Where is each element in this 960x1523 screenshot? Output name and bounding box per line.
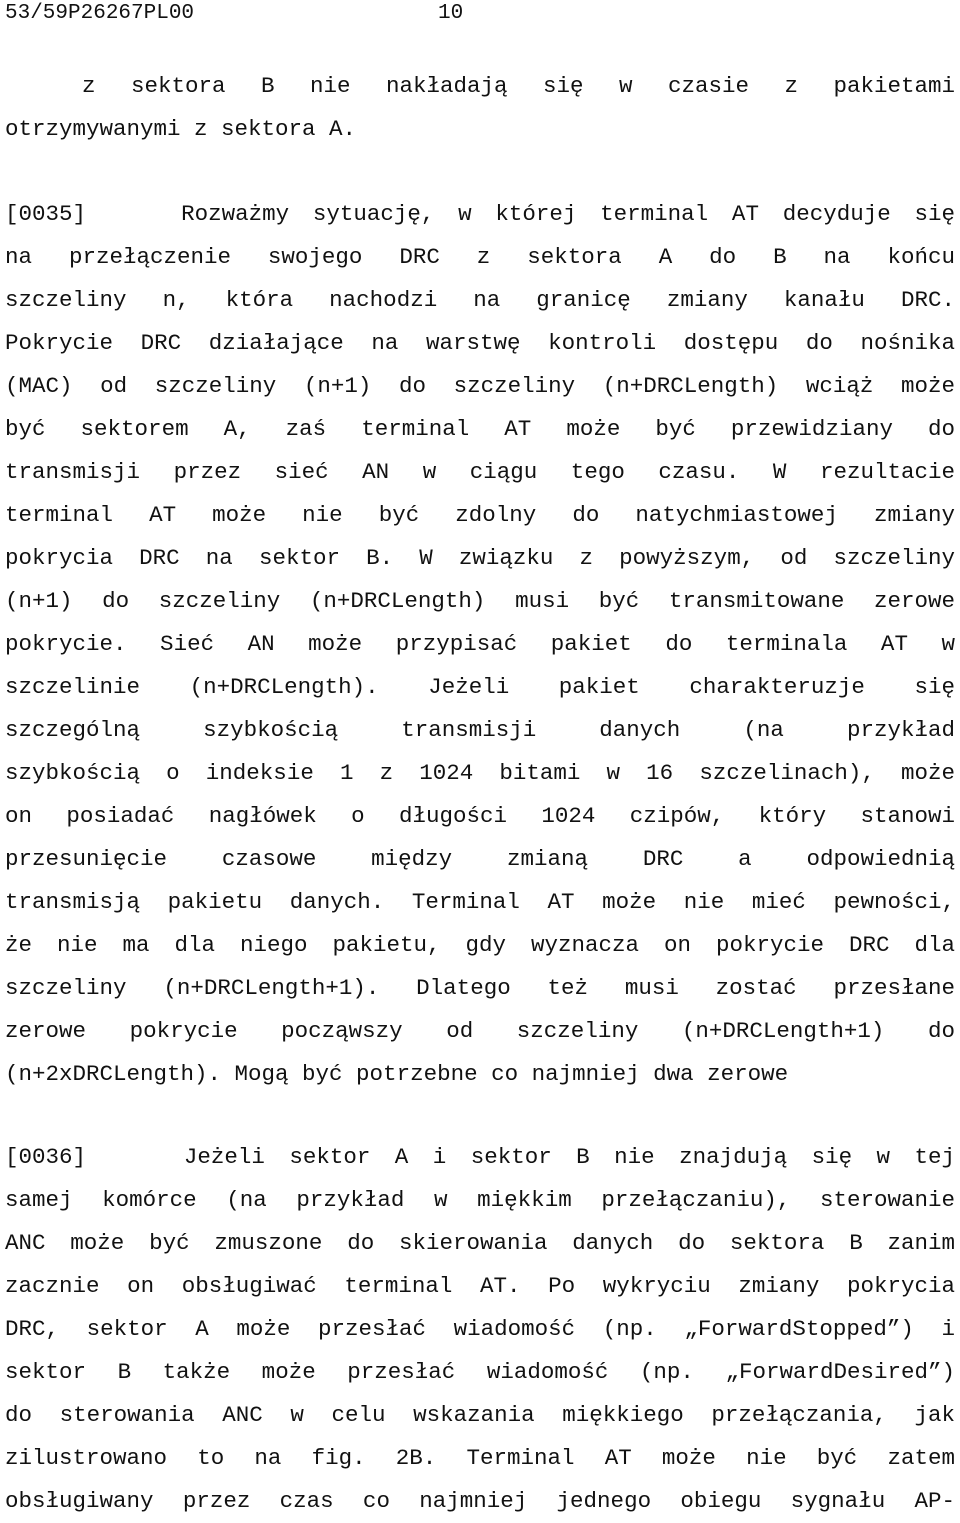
intro-text bbox=[5, 65, 955, 151]
text-line: (MAC) od szczeliny (n+1) do szczeliny (n+DRCLength) wciąż może bbox=[5, 373, 955, 399]
text-line: samej komórce (na przykład w miękkim przełączaniu), sterowanie bbox=[5, 1187, 955, 1213]
page-number: 10 bbox=[438, 2, 464, 25]
text-line: pokrycia DRC na sektor B. W związku z powyższym, od szczeliny bbox=[5, 545, 955, 571]
paragraph-0036 bbox=[5, 1136, 955, 1523]
paragraph-first-line-text: Jeżeli sektor A i sektor B nie znajdują się w tej bbox=[183, 1144, 955, 1170]
text-line: on posiadać nagłówek o długości 1024 czipów, który stanowi bbox=[5, 803, 955, 829]
text-line: szczeliny n, która nachodzi na granicę zmiany kanału DRC. bbox=[5, 287, 955, 313]
text-line: terminal AT może nie być zdolny do natychmiastowej zmiany bbox=[5, 502, 955, 528]
paragraph-first-line bbox=[5, 1136, 955, 1179]
text-line: że nie ma dla niego pakietu, gdy wyznacza on pokrycie DRC dla bbox=[5, 932, 955, 958]
paragraph-id: [0036] bbox=[5, 1144, 87, 1170]
text-line: DRC, sektor A może przesłać wiadomość (np. „ForwardStopped”) i bbox=[5, 1316, 955, 1342]
text-line: szczeliny (n+DRCLength+1). Dlatego też musi zostać przesłane bbox=[5, 975, 955, 1001]
paragraph-id: [0035] bbox=[5, 201, 87, 227]
text-line: zerowe pokrycie począwszy od szczeliny (n+DRCLength+1) do bbox=[5, 1018, 955, 1044]
text-line: otrzymywanymi z sektora A. bbox=[5, 116, 357, 142]
paragraph-0035 bbox=[5, 193, 955, 1096]
text-line: do sterowania ANC w celu wskazania miękkiego przełączania, jak bbox=[5, 1402, 955, 1428]
text-line: Pokrycie DRC działające na warstwę kontroli dostępu do nośnika bbox=[5, 330, 955, 356]
page-header bbox=[5, 0, 955, 28]
paragraph-first-line-text: Rozważmy sytuację, w której terminal AT decyduje się bbox=[181, 201, 955, 227]
text-line: (n+1) do szczeliny (n+DRCLength) musi być transmitowane zerowe bbox=[5, 588, 955, 614]
text-line: na przełączenie swojego DRC z sektora A do B na końcu bbox=[5, 244, 955, 270]
text-line: transmisji przez sieć AN w ciągu tego czasu. W rezultacie bbox=[5, 459, 955, 485]
text-line: ANC może być zmuszone do skierowania danych do sektora B zanim bbox=[5, 1230, 955, 1256]
text-line: zilustrowano to na fig. 2B. Terminal AT może nie być zatem bbox=[5, 1445, 955, 1471]
text-line: zacznie on obsługiwać terminal AT. Po wykryciu zmiany pokrycia bbox=[5, 1273, 955, 1299]
text-line: szczególną szybkością transmisji danych (na przykład bbox=[5, 717, 955, 743]
text-line: szczelinie (n+DRCLength). Jeżeli pakiet charakteruzje się bbox=[5, 674, 955, 700]
paragraph-first-line bbox=[5, 193, 955, 236]
text-line: pokrycie. Sieć AN może przypisać pakiet do terminala AT w bbox=[5, 631, 955, 657]
text-line: sektor B także może przesłać wiadomość (np. „ForwardDesired”) bbox=[5, 1359, 955, 1385]
text-line: szybkością o indeksie 1 z 1024 bitami w 16 szczelinach), może bbox=[5, 760, 955, 786]
text-line: transmisją pakietu danych. Terminal AT może nie mieć pewności, bbox=[5, 889, 955, 915]
text-line: (n+2xDRCLength). Mogą być potrzebne co najmniej dwa zerowe bbox=[5, 1061, 789, 1087]
text-line: być sektorem A, zaś terminal AT może być przewidziany do bbox=[5, 416, 955, 442]
text-line: przesunięcie czasowe między zmianą DRC a odpowiednią bbox=[5, 846, 955, 872]
document-id: 53/59P26267PL00 bbox=[5, 2, 195, 25]
text-line: z sektora B nie nakładają się w czasie z pakietami bbox=[82, 73, 955, 99]
text-line: obsługiwany przez czas co najmniej jednego obiegu sygnału AP- bbox=[5, 1488, 955, 1514]
